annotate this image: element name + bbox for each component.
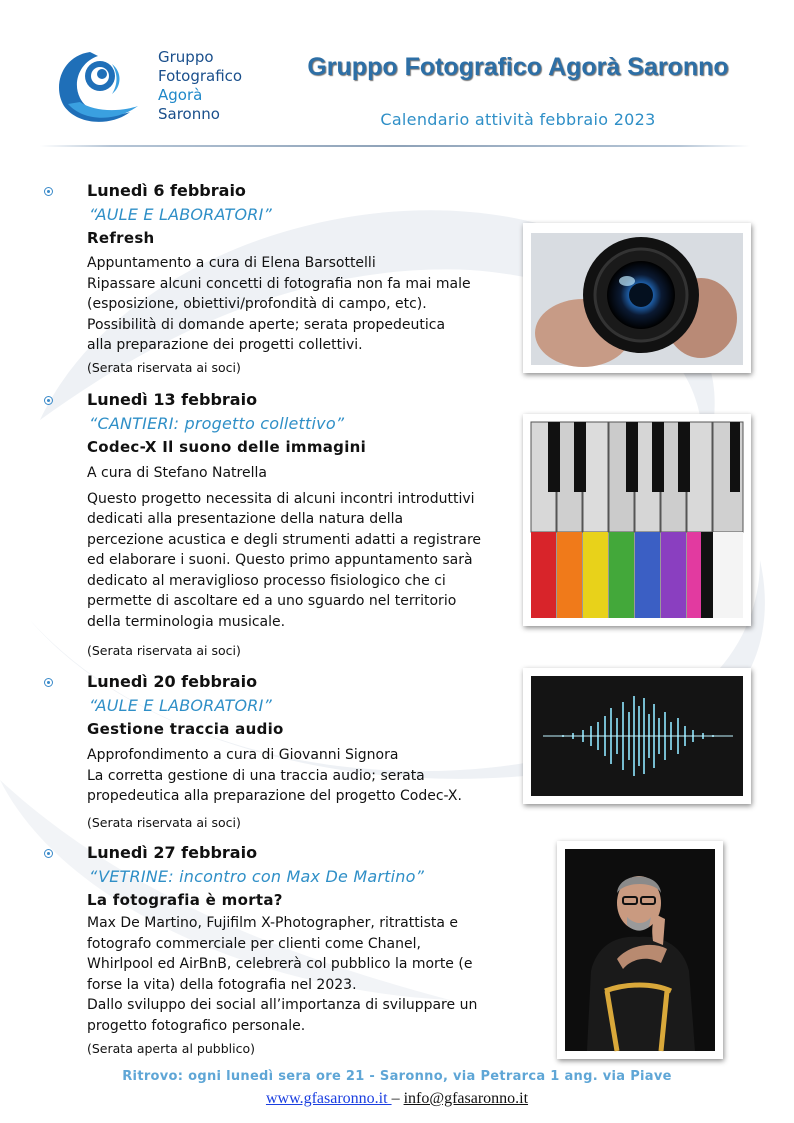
event-description: [87, 745, 462, 807]
event-line: Possibilità di domande aperte; serata propedeutica: [87, 316, 446, 333]
event-line: Dallo sviluppo dei social all’importanza di sviluppare un: [87, 997, 478, 1013]
event-note: (Serata riservata ai soci): [87, 360, 241, 375]
event-line: Approfondimento a cura di Giovanni Signora: [87, 747, 399, 763]
header-divider: [40, 145, 750, 147]
event-line: Ripassare alcuni concetti di fotografia non fa mai male: [87, 275, 471, 292]
page-subtitle: Calendario attività febbraio 2023: [380, 110, 656, 129]
event-line: progetto fotografico personale.: [87, 1017, 306, 1034]
logo-text: [158, 48, 242, 124]
website-link[interactable]: www.gfasaronno.it: [265, 1090, 392, 1107]
event-category: “AULE E LABORATORI”: [89, 205, 272, 224]
event-line: percezione acustica e degli strumenti adatti a registrare: [87, 531, 482, 548]
event-line: (esposizione, obiettivi/profondità di campo, etc).: [87, 296, 427, 312]
email-link[interactable]: info@gfasaronno.it: [403, 1090, 529, 1107]
event-line: Questo progetto necessita di alcuni incontri introduttivi: [87, 490, 475, 507]
meeting-info: Ritrovo: ogni lunedì sera ore 21 - Saronno, via Petrarca 1 ang. via Piave: [122, 1069, 672, 1084]
audio-waveform-image: [523, 668, 751, 804]
event-line: ed elaborare i suoni. Questo primo appuntamento sarà: [87, 552, 473, 568]
event-description: [87, 913, 477, 1036]
event-line: dedicato al meraviglioso processo fisiologico che ci: [87, 572, 446, 589]
camera-lens-image: [523, 223, 751, 373]
event-category: “AULE E LABORATORI”: [89, 696, 272, 715]
event-date: Lunedì 20 febbraio: [87, 672, 258, 691]
page-title: Gruppo Fotografico Agorà Saronno: [307, 53, 729, 81]
event-line: permette di ascoltare ed a uno sguardo nel territorio: [87, 593, 457, 609]
event-line: fotografo commerciale per clienti come Chanel,: [87, 935, 421, 952]
event-date: Lunedì 27 febbraio: [87, 843, 258, 862]
portrait-photo: [557, 841, 723, 1059]
logo-line-3: Agorà: [158, 86, 203, 104]
event-line: alla preparazione dei progetti collettivi.: [87, 337, 363, 353]
agora-logo-icon: [50, 46, 160, 126]
bullet-icon: [44, 187, 53, 196]
event-description: [87, 253, 471, 356]
piano-keys-image: [523, 414, 751, 626]
event-line: Max De Martino, Fujifilm X-Photographer, ritrattista e: [87, 915, 458, 931]
event-line: della terminologia musicale.: [87, 613, 286, 630]
event-title: Gestione traccia audio: [87, 720, 284, 738]
bullet-icon: [44, 396, 53, 405]
contact-line: [0, 1090, 794, 1108]
event-line: propedeutica alla preparazione del progetto Codec-X.: [87, 788, 462, 804]
event-line: La corretta gestione di una traccia audio; serata: [87, 767, 425, 784]
event-title: Codec-X Il suono delle immagini: [87, 438, 367, 456]
event-description: [87, 463, 481, 632]
event-line: forse la vita) della fotografia nel 2023.: [87, 976, 357, 993]
event-note: (Serata riservata ai soci): [87, 643, 241, 658]
audio-waveform-photo: [523, 668, 751, 804]
event-line: A cura di Stefano Natrella: [87, 465, 267, 481]
logo-line-2: Fotografico: [158, 67, 243, 85]
logo-line-1: Gruppo: [158, 48, 214, 66]
event-category: “VETRINE: incontro con Max De Martino”: [89, 867, 425, 886]
bullet-icon: [44, 678, 53, 687]
bullet-icon: [44, 849, 53, 858]
contact-separator: –: [391, 1090, 404, 1107]
camera-lens-photo: [523, 223, 751, 373]
event-line: dedicati alla presentazione della natura della: [87, 511, 404, 527]
event-line: Whirlpool ed AirBnB, celebrerà col pubblico la morte (e: [87, 956, 473, 972]
piano-keys-photo: [523, 414, 751, 626]
event-note: (Serata aperta al pubblico): [87, 1041, 255, 1056]
event-line: Appuntamento a cura di Elena Barsottelli: [87, 255, 376, 271]
event-title: La fotografia è morta?: [87, 891, 283, 909]
event-date: Lunedì 13 febbraio: [87, 390, 258, 409]
event-category: “CANTIERI: progetto collettivo”: [89, 414, 345, 433]
portrait-image: [557, 841, 723, 1059]
event-date: Lunedì 6 febbraio: [87, 181, 246, 200]
logo-line-4: Saronno: [158, 105, 220, 123]
event-note: (Serata riservata ai soci): [87, 815, 241, 830]
event-title: Refresh: [87, 229, 155, 247]
